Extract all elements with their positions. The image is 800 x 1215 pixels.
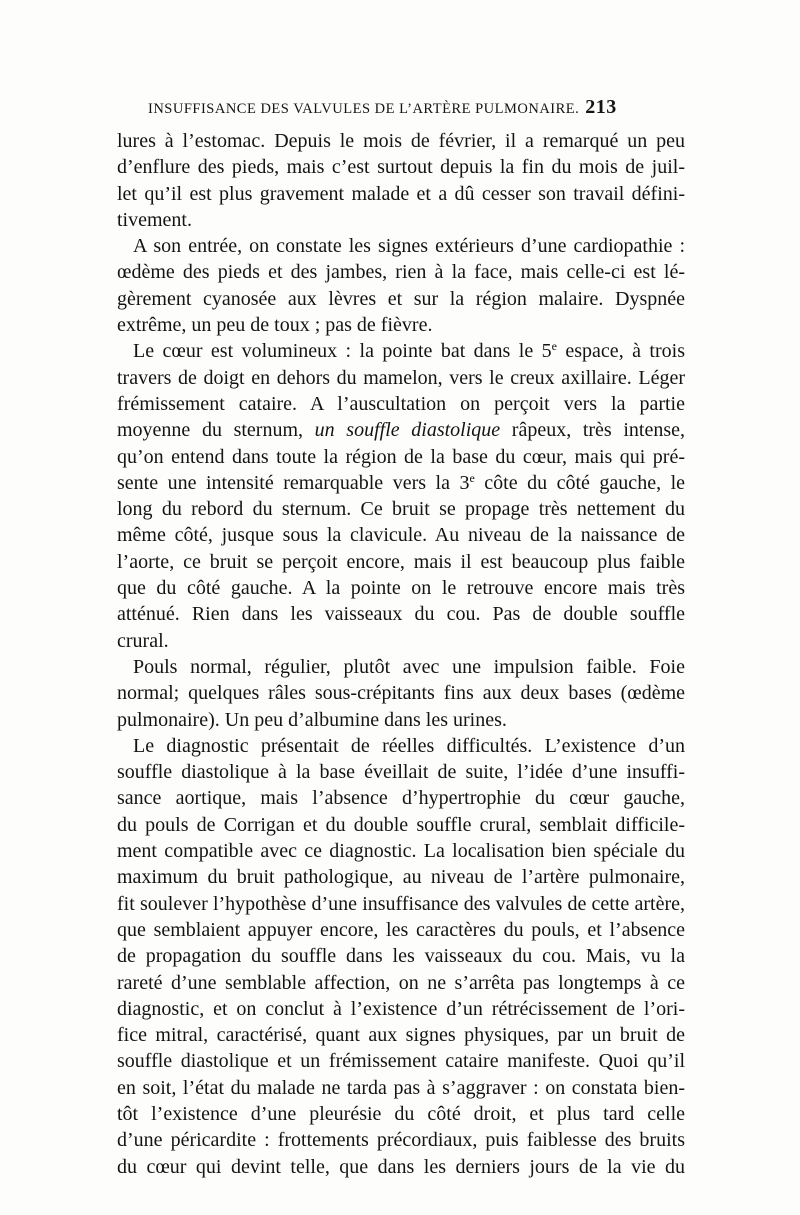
text-span: Le cœur est volumineux : la pointe bat dans le 5 xyxy=(133,340,552,363)
text-line: extrême, un peu de toux ; pas de fièvre. xyxy=(117,314,433,337)
text-line: du cœur qui devint telle, que dans les derniers jours de la vie du xyxy=(117,1155,685,1178)
text-line: gèrement cyanosée aux lèvres et sur la région malaire. Dyspnée xyxy=(117,287,685,310)
text-line: atténué. Rien dans les vaisseaux du cou. Pas de double souffle xyxy=(117,603,685,626)
text-span: moyenne du sternum, xyxy=(117,419,315,442)
text-line: de propagation du souffle dans les vaisseaux du cou. Mais, vu la xyxy=(117,945,685,968)
text-line: l’aorte, ce bruit se perçoit encore, mais il est beaucoup plus faible xyxy=(117,550,685,573)
text-line: que du côté gauche. A la pointe on le retrouve encore mais très xyxy=(117,577,685,600)
text-line xyxy=(117,470,685,496)
text-line: du pouls de Corrigan et du double souffle crural, semblait difficile- xyxy=(117,813,685,836)
text-line: Le diagnostic présentait de réelles difficultés. L’existence d’un xyxy=(133,734,685,757)
text-line: tivement. xyxy=(117,208,192,231)
text-line: fice mitral, caractérisé, quant aux signes physiques, par un bruit de xyxy=(117,1024,685,1047)
text-line: sance aortique, mais l’absence d’hypertrophie du cœur gauche, xyxy=(117,787,685,810)
italic-phrase: un souffle diastolique xyxy=(314,419,501,442)
text-line: A son entrée, on constate les signes extérieurs d’une cardiopathie : xyxy=(133,235,685,258)
text-line: frémissement cataire. A l’auscultation on perçoit vers la partie xyxy=(117,392,685,415)
text-span: râpeux, très intense, xyxy=(500,419,686,442)
text-line: qu’on entend dans toute la région de la base du cœur, mais qui pré- xyxy=(117,445,685,468)
text-line: long du rebord du sternum. Ce bruit se propage très nettement du xyxy=(117,498,685,521)
text-line: en soit, l’état du malade ne tarda pas à s’aggraver : on constata bien- xyxy=(117,1076,685,1099)
running-header xyxy=(148,96,688,119)
superscript: e xyxy=(469,470,475,485)
text-line: fit soulever l’hypothèse d’une insuffisance des valvules de cette artère, xyxy=(117,892,685,915)
text-line: d’une péricardite : frottements précordiaux, puis faiblesse des bruits xyxy=(117,1129,685,1152)
text-line xyxy=(117,338,685,364)
text-line xyxy=(117,417,685,443)
text-line: pulmonaire). Un peu d’albumine dans les urines. xyxy=(117,708,507,731)
text-span: côte du côté gauche, le xyxy=(474,471,686,494)
text-line: let qu’il est plus gravement malade et a dû cesser son travail défini- xyxy=(117,182,685,205)
text-line: tôt l’existence d’une pleurésie du côté droit, et plus tard celle xyxy=(117,1102,685,1125)
text-span: espace, à trois xyxy=(556,340,685,363)
text-line: diagnostic, et on conclut à l’existence d’un rétrécissement de l’ori- xyxy=(117,997,685,1020)
text-line: crural. xyxy=(117,629,169,652)
text-line: d’enflure des pieds, mais c’est surtout depuis la fin du mois de juil- xyxy=(117,156,685,179)
text-line: Pouls normal, régulier, plutôt avec une impulsion faible. Foie xyxy=(133,655,685,678)
text-line: maximum du bruit pathologique, au niveau de l’artère pulmonaire, xyxy=(117,866,685,889)
text-line: lures à l’estomac. Depuis le mois de février, il a remarqué un peu xyxy=(117,130,685,152)
header-separator: . xyxy=(575,101,580,117)
text-line: normal; quelques râles sous-crépitants fins aux deux bases (œdème xyxy=(117,682,685,705)
text-line: même côté, jusque sous la clavicule. Au niveau de la naissance de xyxy=(117,524,685,547)
running-title: INSUFFISANCE DES VALVULES DE L’ARTÈRE PULMONAIRE xyxy=(148,101,576,117)
text-line: souffle diastolique à la base éveillait de suite, l’idée d’une insuffi- xyxy=(117,761,685,784)
body-text xyxy=(117,128,685,1180)
text-line: que semblaient appuyer encore, les caractères du pouls, et l’absence xyxy=(117,918,685,941)
text-line: travers de doigt en dehors du mamelon, vers le creux axillaire. Léger xyxy=(117,366,685,389)
superscript: e xyxy=(551,339,557,354)
text-line: œdème des pieds et des jambes, rien à la face, mais celle-ci est lé- xyxy=(117,261,685,284)
text-span: sente une intensité remarquable vers la 3 xyxy=(117,471,470,494)
text-line: rareté d’une semblable affection, on ne s’arrêta pas longtemps à ce xyxy=(117,971,685,994)
page-number: 213 xyxy=(585,96,617,118)
text-line: souffle diastolique et un frémissement cataire manifeste. Quoi qu’il xyxy=(117,1050,685,1073)
text-line: ment compatible avec ce diagnostic. La localisation bien spéciale du xyxy=(117,840,685,863)
